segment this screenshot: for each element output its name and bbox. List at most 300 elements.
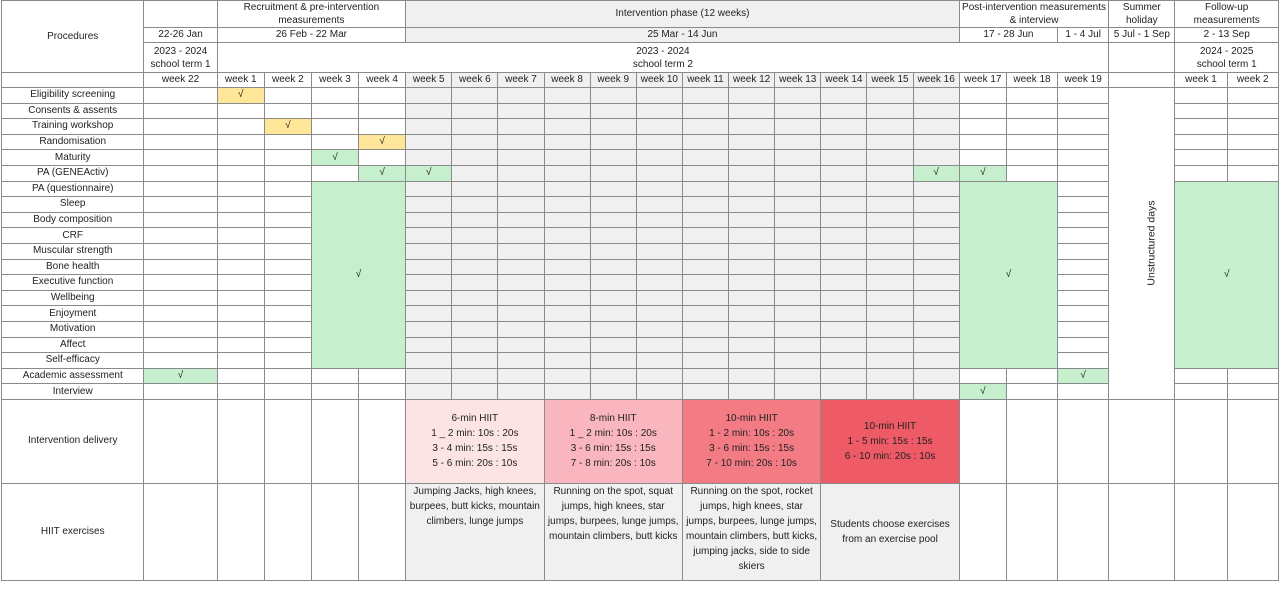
schedule-cell: [1006, 103, 1057, 119]
week-header: week 22: [144, 73, 217, 88]
schedule-cell: [821, 321, 867, 337]
check-mark-block: √: [311, 181, 405, 368]
schedule-cell: [498, 337, 544, 353]
schedule-cell: [452, 384, 498, 400]
schedule-cell: [775, 306, 821, 322]
schedule-cell: [359, 368, 406, 384]
schedule-cell: [406, 150, 452, 166]
schedule-cell: [264, 228, 311, 244]
schedule-cell: [1058, 290, 1109, 306]
schedule-cell: [867, 321, 913, 337]
schedule-cell: [913, 384, 959, 400]
schedule-cell: [406, 243, 452, 259]
schedule-cell: [144, 337, 217, 353]
week-header: week 8: [544, 73, 590, 88]
schedule-cell: [913, 259, 959, 275]
term-2: [217, 43, 1109, 73]
schedule-cell: [311, 384, 358, 400]
week-header: week 9: [590, 73, 636, 88]
date-followup: 2 - 13 Sep: [1175, 28, 1279, 43]
schedule-cell: [452, 321, 498, 337]
hiit-line: 1 _ 2 min: 10s : 20s: [431, 428, 519, 440]
schedule-cell: [498, 134, 544, 150]
hiit-line: 5 - 6 min: 20s : 10s: [432, 458, 518, 470]
schedule-cell: [867, 290, 913, 306]
schedule-cell: [1227, 165, 1278, 181]
schedule-cell: [1175, 483, 1227, 580]
schedule-cell: [1058, 181, 1109, 197]
schedule-cell: [144, 321, 217, 337]
date-post2: 1 - 4 Jul: [1058, 28, 1109, 43]
schedule-cell: [821, 259, 867, 275]
schedule-cell: [217, 134, 264, 150]
schedule-cell: [636, 103, 682, 119]
schedule-cell: [452, 228, 498, 244]
schedule-cell: [729, 353, 775, 369]
schedule-cell: [636, 134, 682, 150]
schedule-cell: [217, 384, 264, 400]
schedule-cell: [913, 197, 959, 213]
blank-cell: [1109, 73, 1175, 88]
schedule-cell: [867, 103, 913, 119]
schedule-cell: [821, 197, 867, 213]
schedule-cell: [729, 181, 775, 197]
schedule-cell: [544, 103, 590, 119]
schedule-cell: [144, 243, 217, 259]
schedule-cell: [636, 119, 682, 135]
schedule-cell: [544, 290, 590, 306]
week-header: week 4: [359, 73, 406, 88]
week-header: week 15: [867, 73, 913, 88]
schedule-cell: [821, 181, 867, 197]
schedule-cell: [144, 181, 217, 197]
schedule-cell: [498, 275, 544, 291]
schedule-cell: [821, 353, 867, 369]
schedule-cell: [636, 306, 682, 322]
schedule-cell: [217, 165, 264, 181]
schedule-cell: [1006, 399, 1057, 483]
schedule-cell: [498, 212, 544, 228]
date-term1: 22-26 Jan: [144, 28, 217, 43]
schedule-cell: [452, 134, 498, 150]
schedule-cell: [867, 368, 913, 384]
schedule-cell: [217, 243, 264, 259]
schedule-cell: [590, 197, 636, 213]
hiit-line: 7 - 10 min: 20s : 10s: [706, 458, 797, 470]
schedule-cell: [144, 150, 217, 166]
check-mark: √: [959, 165, 1006, 181]
schedule-cell: [359, 103, 406, 119]
hiit-block: [821, 399, 960, 483]
hiit-line: 3 - 6 min: 15s : 15s: [709, 443, 795, 455]
schedule-cell: [498, 290, 544, 306]
schedule-cell: [1058, 337, 1109, 353]
schedule-cell: [775, 88, 821, 104]
schedule-cell: [544, 353, 590, 369]
week-header: week 19: [1058, 73, 1109, 88]
schedule-cell: [1175, 103, 1227, 119]
blank-cell: [144, 1, 217, 28]
schedule-cell: [590, 290, 636, 306]
schedule-cell: [913, 103, 959, 119]
schedule-cell: [775, 353, 821, 369]
schedule-cell: [682, 368, 728, 384]
schedule-cell: [590, 134, 636, 150]
schedule-cell: [636, 259, 682, 275]
schedule-cell: [1058, 483, 1109, 580]
schedule-cell: [959, 119, 1006, 135]
exercises-label: HIIT exercises: [2, 483, 144, 580]
schedule-cell: [264, 353, 311, 369]
schedule-cell: [217, 321, 264, 337]
schedule-cell: [729, 290, 775, 306]
week-header: week 14: [821, 73, 867, 88]
schedule-cell: [1058, 275, 1109, 291]
schedule-cell: [1175, 134, 1227, 150]
schedule-cell: [775, 150, 821, 166]
schedule-cell: [682, 384, 728, 400]
schedule-cell: [636, 165, 682, 181]
schedule-cell: [913, 228, 959, 244]
schedule-cell: [636, 243, 682, 259]
schedule-cell: [636, 337, 682, 353]
schedule-cell: [821, 119, 867, 135]
hiit-title: 10-min HIIT: [725, 413, 778, 425]
schedule-cell: [1006, 150, 1057, 166]
schedule-cell: [590, 228, 636, 244]
schedule-cell: [144, 275, 217, 291]
schedule-cell: [264, 259, 311, 275]
schedule-cell: [217, 275, 264, 291]
schedule-cell: [544, 275, 590, 291]
schedule-cell: [867, 212, 913, 228]
schedule-cell: [217, 150, 264, 166]
schedule-cell: [1058, 119, 1109, 135]
schedule-cell: [406, 119, 452, 135]
schedule-cell: [406, 321, 452, 337]
week-header: week 13: [775, 73, 821, 88]
schedule-cell: [729, 337, 775, 353]
schedule-cell: [144, 483, 217, 580]
phase-followup: Follow-up measurements: [1175, 1, 1279, 28]
schedule-cell: [406, 228, 452, 244]
phase-intervention: Intervention phase (12 weeks): [406, 1, 960, 28]
unstructured-days: [1109, 88, 1175, 400]
procedure-label: Consents & assents: [2, 103, 144, 119]
schedule-cell: [729, 368, 775, 384]
schedule-cell: [452, 165, 498, 181]
schedule-cell: [867, 134, 913, 150]
schedule-cell: [264, 88, 311, 104]
schedule-cell: [867, 228, 913, 244]
schedule-cell: [544, 321, 590, 337]
schedule-cell: [544, 259, 590, 275]
schedule-cell: [913, 243, 959, 259]
schedule-cell: [729, 165, 775, 181]
schedule-cell: [498, 368, 544, 384]
schedule-cell: [821, 228, 867, 244]
schedule-cell: [544, 306, 590, 322]
schedule-cell: [452, 197, 498, 213]
schedule-cell: [867, 197, 913, 213]
schedule-cell: [406, 337, 452, 353]
term1-year: 2023 - 2024: [153, 45, 208, 57]
schedule-cell: [498, 321, 544, 337]
schedule-cell: [867, 384, 913, 400]
schedule-cell: [636, 384, 682, 400]
procedure-label: Interview: [2, 384, 144, 400]
schedule-cell: [590, 212, 636, 228]
schedule-cell: [636, 275, 682, 291]
schedule-cell: [1175, 119, 1227, 135]
week-header: week 10: [636, 73, 682, 88]
week-header: week 17: [959, 73, 1006, 88]
schedule-cell: [264, 399, 311, 483]
schedule-cell: [590, 243, 636, 259]
schedule-cell: [1109, 399, 1175, 483]
schedule-cell: [452, 150, 498, 166]
schedule-cell: [590, 275, 636, 291]
schedule-cell: [452, 306, 498, 322]
schedule-cell: [144, 259, 217, 275]
check-mark: √: [1058, 368, 1109, 384]
schedule-cell: [913, 150, 959, 166]
schedule-cell: [498, 103, 544, 119]
phase-summer: Summer holiday: [1109, 1, 1175, 28]
schedule-cell: [590, 384, 636, 400]
schedule-cell: [452, 275, 498, 291]
schedule-cell: [311, 399, 358, 483]
schedule-cell: [821, 275, 867, 291]
schedule-cell: [775, 181, 821, 197]
schedule-cell: [1058, 306, 1109, 322]
procedure-label: Motivation: [2, 321, 144, 337]
schedule-cell: [729, 103, 775, 119]
schedule-cell: [867, 306, 913, 322]
schedule-cell: [821, 165, 867, 181]
schedule-cell: [264, 243, 311, 259]
schedule-cell: [544, 119, 590, 135]
hiit-line: 1 - 2 min: 10s : 20s: [709, 428, 795, 440]
schedule-cell: [959, 103, 1006, 119]
delivery-label: Intervention delivery: [2, 399, 144, 483]
schedule-cell: [1175, 384, 1227, 400]
schedule-cell: [1058, 399, 1109, 483]
check-mark: √: [144, 368, 217, 384]
schedule-cell: [913, 321, 959, 337]
unstructured-days-label: Unstructured days: [1145, 200, 1158, 286]
schedule-cell: [590, 88, 636, 104]
schedule-cell: [1175, 399, 1227, 483]
schedule-cell: [498, 150, 544, 166]
schedule-cell: [498, 384, 544, 400]
schedule-cell: [590, 181, 636, 197]
schedule-cell: [264, 306, 311, 322]
schedule-cell: [867, 353, 913, 369]
schedule-cell: [217, 197, 264, 213]
schedule-cell: [682, 103, 728, 119]
schedule-cell: [544, 150, 590, 166]
schedule-cell: [498, 243, 544, 259]
schedule-cell: [217, 337, 264, 353]
schedule-cell: [264, 103, 311, 119]
schedule-cell: [1175, 165, 1227, 181]
schedule-cell: [359, 150, 406, 166]
week-header: week 16: [913, 73, 959, 88]
schedule-cell: [775, 321, 821, 337]
schedule-cell: [144, 103, 217, 119]
hiit-line: 3 - 4 min: 15s : 15s: [432, 443, 518, 455]
procedure-label: Body composition: [2, 212, 144, 228]
hiit-line: 1 _ 2 min: 10s : 20s: [569, 428, 657, 440]
schedule-cell: [1058, 150, 1109, 166]
procedure-label: Muscular strength: [2, 243, 144, 259]
schedule-cell: [217, 103, 264, 119]
schedule-cell: [1227, 103, 1278, 119]
schedule-cell: [144, 399, 217, 483]
schedule-cell: [775, 368, 821, 384]
check-mark: √: [406, 165, 452, 181]
blank-cell: [2, 73, 144, 88]
schedule-cell: [682, 88, 728, 104]
schedule-cell: [406, 368, 452, 384]
schedule-cell: [775, 103, 821, 119]
schedule-cell: [1175, 368, 1227, 384]
schedule-cell: [867, 165, 913, 181]
schedule-cell: [867, 259, 913, 275]
schedule-cell: [867, 88, 913, 104]
schedule-cell: [590, 165, 636, 181]
schedule-cell: [264, 337, 311, 353]
week-header: week 1: [1175, 73, 1227, 88]
procedure-label: Affect: [2, 337, 144, 353]
schedule-cell: [590, 353, 636, 369]
schedule-table: [1, 0, 1279, 581]
procedure-label: Maturity: [2, 150, 144, 166]
schedule-cell: [913, 290, 959, 306]
schedule-cell: [729, 119, 775, 135]
schedule-cell: [867, 181, 913, 197]
schedule-cell: [1227, 134, 1278, 150]
schedule-cell: [913, 119, 959, 135]
schedule-cell: [1227, 119, 1278, 135]
procedure-label: Wellbeing: [2, 290, 144, 306]
schedule-cell: [959, 88, 1006, 104]
procedure-label: Training workshop: [2, 119, 144, 135]
hiit-title: 6-min HIIT: [451, 413, 499, 425]
phase-post: Post-intervention measurements & interview: [959, 1, 1108, 28]
schedule-cell: [821, 384, 867, 400]
schedule-cell: [406, 134, 452, 150]
week-header: week 2: [1227, 73, 1278, 88]
schedule-cell: [821, 88, 867, 104]
schedule-cell: [144, 197, 217, 213]
schedule-cell: [264, 134, 311, 150]
schedule-cell: [452, 353, 498, 369]
schedule-cell: [264, 150, 311, 166]
term-1: [144, 43, 217, 73]
schedule-cell: [913, 212, 959, 228]
schedule-cell: [636, 150, 682, 166]
schedule-cell: [498, 88, 544, 104]
hiit-line: 3 - 6 min: 15s : 15s: [570, 443, 656, 455]
schedule-cell: [498, 197, 544, 213]
schedule-cell: [544, 368, 590, 384]
week-header: week 1: [217, 73, 264, 88]
schedule-cell: [452, 259, 498, 275]
schedule-cell: [264, 290, 311, 306]
schedule-cell: [406, 259, 452, 275]
schedule-cell: [452, 119, 498, 135]
schedule-cell: [682, 243, 728, 259]
schedule-cell: [406, 197, 452, 213]
schedule-cell: [217, 306, 264, 322]
schedule-cell: [959, 399, 1006, 483]
schedule-cell: [775, 197, 821, 213]
schedule-cell: [1058, 384, 1109, 400]
exercise-block: Running on the spot, rocket jumps, high knees, star jumps, burpees, lunge jumps, mountain climbers, butt kicks, jumping jacks, side to side skiers: [682, 483, 820, 580]
schedule-cell: [729, 321, 775, 337]
schedule-cell: [1227, 368, 1278, 384]
schedule-cell: [775, 228, 821, 244]
schedule-cell: [775, 134, 821, 150]
next-name: school term 1: [1196, 58, 1257, 70]
hiit-title: 8-min HIIT: [589, 413, 637, 425]
exercise-block: Students choose exercises from an exercise pool: [821, 483, 960, 580]
procedure-label: Academic assessment: [2, 368, 144, 384]
schedule-cell: [1058, 353, 1109, 369]
schedule-cell: [1058, 321, 1109, 337]
schedule-cell: [144, 88, 217, 104]
schedule-cell: [544, 384, 590, 400]
procedure-label: Self-efficacy: [2, 353, 144, 369]
schedule-cell: [590, 119, 636, 135]
schedule-cell: [682, 197, 728, 213]
schedule-cell: [1006, 119, 1057, 135]
schedule-cell: [264, 275, 311, 291]
schedule-cell: [729, 384, 775, 400]
schedule-cell: [498, 259, 544, 275]
schedule-cell: [1058, 103, 1109, 119]
schedule-cell: [452, 181, 498, 197]
schedule-cell: [821, 212, 867, 228]
schedule-cell: [359, 483, 406, 580]
schedule-cell: [682, 337, 728, 353]
schedule-cell: [544, 243, 590, 259]
schedule-cell: [636, 368, 682, 384]
schedule-cell: [264, 368, 311, 384]
schedule-cell: [217, 399, 264, 483]
schedule-cell: [359, 399, 406, 483]
schedule-cell: [959, 368, 1006, 384]
schedule-cell: [544, 134, 590, 150]
check-mark: √: [217, 88, 264, 104]
schedule-cell: [311, 134, 358, 150]
schedule-cell: [452, 290, 498, 306]
schedule-cell: [452, 243, 498, 259]
schedule-cell: [682, 353, 728, 369]
schedule-cell: [682, 259, 728, 275]
schedule-cell: [959, 150, 1006, 166]
schedule-cell: [544, 181, 590, 197]
schedule-cell: [1227, 150, 1278, 166]
schedule-cell: [729, 228, 775, 244]
schedule-cell: [867, 243, 913, 259]
check-mark: √: [359, 165, 406, 181]
schedule-cell: [144, 353, 217, 369]
schedule-cell: [217, 228, 264, 244]
schedule-cell: [729, 150, 775, 166]
